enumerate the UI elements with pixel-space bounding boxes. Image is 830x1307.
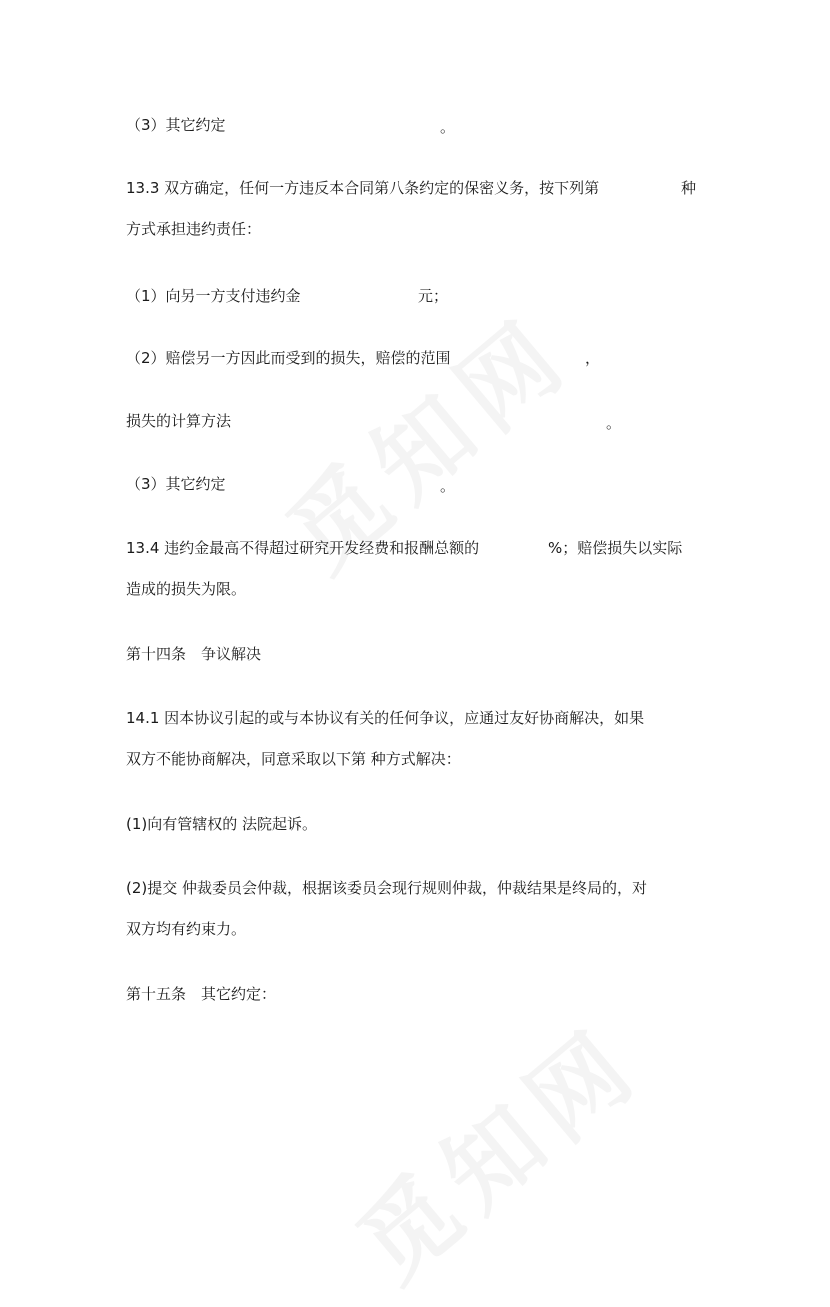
line-other-agreement-2: （3）其它约定: [126, 475, 226, 493]
line-other-agreement-1-end: 。: [440, 118, 456, 136]
watermark-bottom: [325, 990, 666, 1307]
article-14-heading: 第十四条 争议解决: [126, 645, 262, 663]
item-compensation-scope-end: ，: [585, 349, 601, 367]
clause-14-1-line1: 14.1 因本协议引起的或与本协议有关的任何争议，应通过友好协商解决，如果: [126, 709, 645, 727]
clause-14-1-line2: 双方不能协商解决，同意采取以下第 种方式解决：: [126, 750, 461, 768]
clause-13-4-line2: 造成的损失为限。: [126, 580, 247, 598]
clause-13-3-line2: 方式承担违约责任：: [126, 220, 262, 238]
item-penalty-payment-end: 元；: [418, 287, 449, 305]
clause-13-4-line1: 13.4 违约金最高不得超过研究开发经费和报酬总额的: [126, 539, 480, 557]
item-penalty-payment: （1）向另一方支付违约金: [126, 287, 301, 305]
option-arbitration-line1: (2)提交 仲裁委员会仲裁，根据该委员会现行规则仲裁，仲裁结果是终局的，对: [126, 879, 648, 897]
option-arbitration-line2: 双方均有约束力。: [126, 920, 247, 938]
line-other-agreement-1: （3）其它约定: [126, 116, 226, 134]
item-compensation-scope: （2）赔偿另一方因此而受到的损失，赔偿的范围: [126, 349, 451, 367]
loss-calculation-method-end: 。: [606, 414, 622, 432]
clause-13-3-line1: 13.3 双方确定，任何一方违反本合同第八条约定的保密义务，按下列第: [126, 179, 600, 197]
clause-13-4-line1-end: %；赔偿损失以实际: [548, 539, 683, 557]
loss-calculation-method: 损失的计算方法: [126, 412, 232, 430]
line-other-agreement-2-end: 。: [440, 477, 456, 495]
article-15-heading: 第十五条 其它约定：: [126, 985, 277, 1003]
option-court: (1)向有管辖权的 法院起诉。: [126, 815, 318, 833]
clause-13-3-line1-end: 种: [681, 179, 697, 197]
